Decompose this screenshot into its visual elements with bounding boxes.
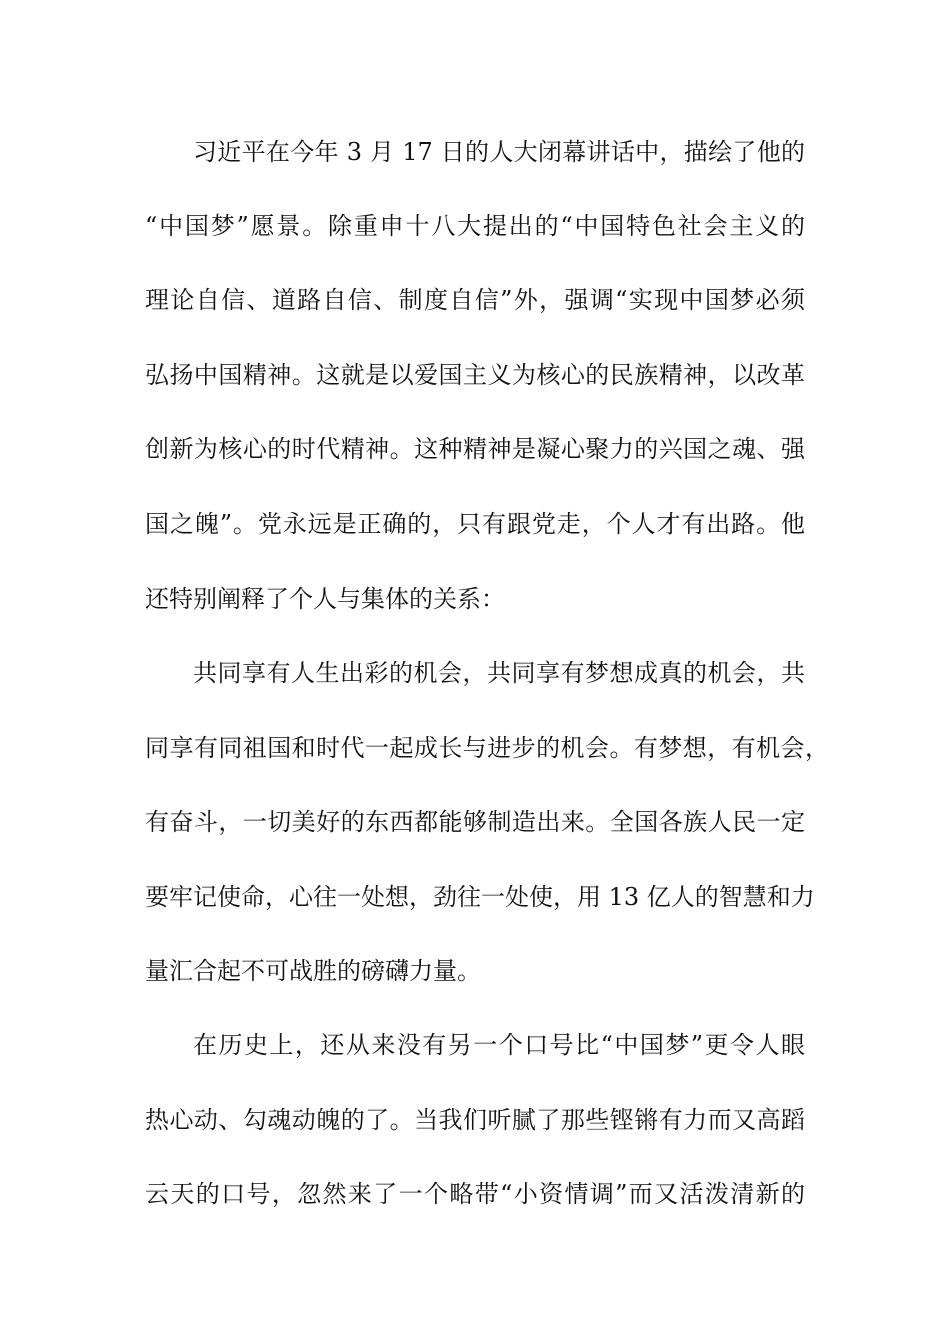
paragraph-3-line-2: 热心动、勾魂动魄的了。当我们听腻了那些铿锵有力而又高蹈 <box>145 1106 805 1134</box>
paragraph-2-line-1: 共同享有人生出彩的机会，共同享有梦想成真的机会，共 <box>193 659 805 687</box>
paragraph-1-line-6: 国之魄”。党永远是正确的，只有跟党走，个人才有出路。他 <box>145 510 805 538</box>
paragraph-1-line-5: 创新为核心的时代精神。这种精神是凝心聚力的兴国之魂、强 <box>145 435 805 463</box>
paragraph-2-line-2: 同享有同祖国和时代一起成长与进步的机会。有梦想，有机会， <box>145 734 829 762</box>
paragraph-1-line-4: 弘扬中国精神。这就是以爱国主义为核心的民族精神，以改革 <box>145 361 805 389</box>
paragraph-1-line-2: “中国梦”愿景。除重申十八大提出的“中国特色社会主义的 <box>145 212 805 240</box>
paragraph-1-line-7: 还特别阐释了个人与集体的关系： <box>145 585 505 613</box>
paragraph-3-line-3: 云天的口号，忽然来了一个略带“小资情调”而又活泼清新的 <box>145 1180 805 1208</box>
paragraph-1-line-1: 习近平在今年 3 月 17 日的人大闭幕讲话中，描绘了他的 <box>193 138 805 166</box>
paragraph-2-line-5: 量汇合起不可战胜的磅礴力量。 <box>145 957 481 985</box>
paragraph-2-line-3: 有奋斗，一切美好的东西都能够制造出来。全国各族人民一定 <box>145 808 805 836</box>
paragraph-3-line-1: 在历史上，还从来没有另一个口号比“中国梦”更令人眼 <box>193 1031 805 1059</box>
paragraph-2-line-4: 要牢记使命，心往一处想，劲往一处使，用 13 亿人的智慧和力 <box>145 883 815 911</box>
paragraph-1-line-3: 理论自信、道路自信、制度自信”外，强调“实现中国梦必须 <box>145 286 805 314</box>
